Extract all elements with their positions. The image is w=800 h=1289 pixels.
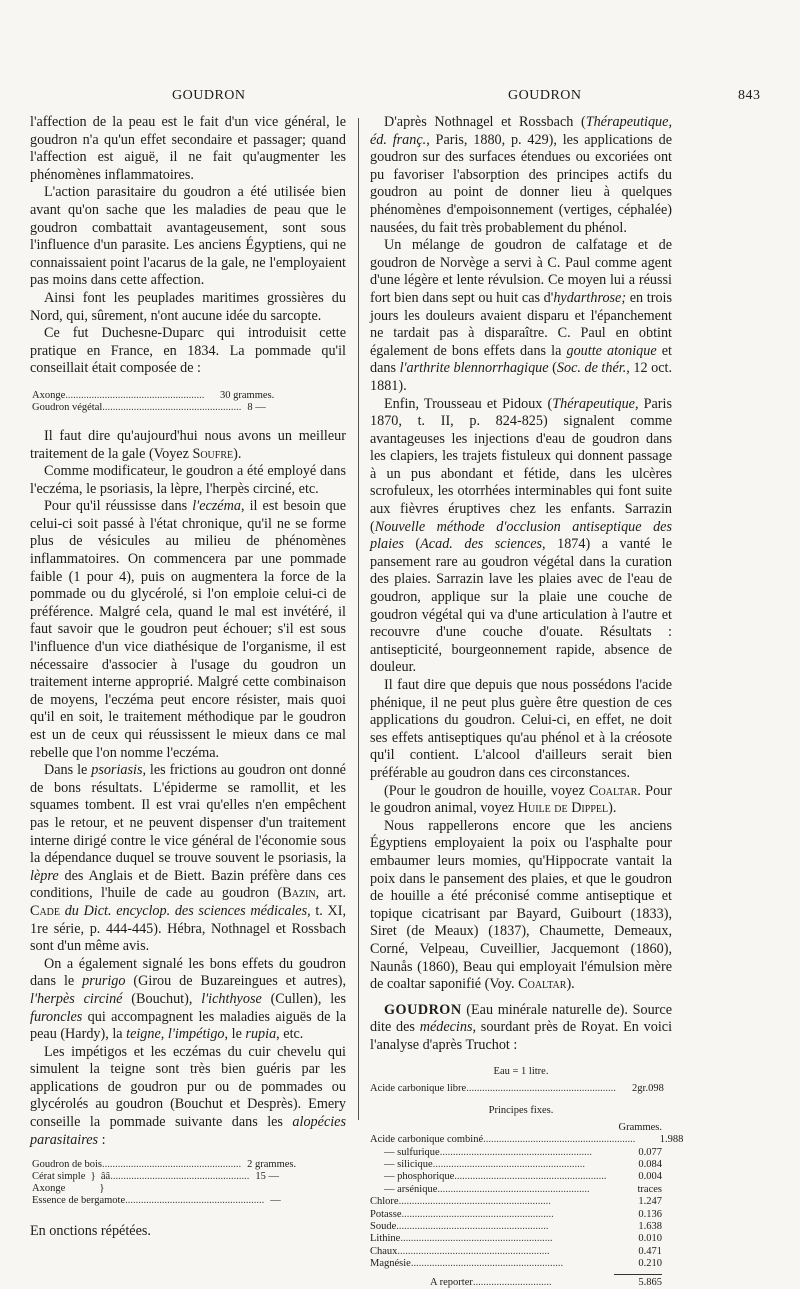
analysis-label: Lithine	[370, 1233, 401, 1245]
leader-dots: ..........................................................	[437, 1183, 590, 1195]
paragraph: L'action parasitaire du goudron a été utilisée bien avant qu'on sache que les maladies de peau que le goudron combattait avantageusement, sont sous l'influence d'un parasite. Les anciens Égyptiens, qui ne connaissaient point l'acarus de la gale, ne l'employaient pas moins dans cette affection.	[30, 184, 346, 289]
analysis-label: Acide carbonique combiné	[370, 1134, 484, 1146]
page-number: 843	[738, 88, 761, 103]
left-running-title: GOUDRON	[172, 88, 246, 103]
formula-pommade	[32, 390, 346, 414]
quantity: —	[270, 1195, 281, 1207]
leader-dots: .....................................................	[125, 1195, 265, 1207]
analysis-label: Chlore	[370, 1196, 399, 1208]
analysis-value: 0.084	[638, 1158, 662, 1170]
paragraph: Comme modificateur, le goudron a été employé dans l'eczéma, le psoriasis, la lèpre, l'herpès circiné, etc.	[30, 463, 346, 497]
quantity: 15 —	[255, 1171, 279, 1183]
paragraph: Un mélange de goudron de calfatage et de goudron de Norvège a servi à C. Paul comme agent d'une légère et lente révulsion. Ce moyen lui a réussi fort bien dans sept ou huit cas d'hydarthrose; en trois jours les douleurs avaient disparu et l'épanchement ne tardait pas à disparaître. C. Paul en obtint également de bons effets dans la goutte atonique et dans l'arthrite blennorrhagique (Soc. de thér., 12 oct. 1881).	[370, 237, 672, 394]
analysis-rows	[370, 1134, 684, 1270]
analysis-label: Magnésie	[370, 1258, 411, 1270]
analysis-label: — sulfurique	[384, 1146, 440, 1158]
analysis-value: traces	[637, 1183, 662, 1195]
closing-line: En onctions répétées.	[30, 1223, 151, 1240]
analysis-row	[370, 1196, 662, 1208]
ingredient: Goudron de bois	[32, 1159, 102, 1171]
analysis-row	[370, 1233, 662, 1245]
entry-headword: GOUDRON	[384, 1001, 462, 1018]
leader-dots: ..........................................................	[401, 1208, 554, 1220]
analysis-value: 0.210	[638, 1258, 662, 1270]
analysis-title: Eau = 1 litre.	[493, 1066, 549, 1078]
formula-row	[32, 1171, 304, 1183]
analysis-row	[370, 1246, 662, 1258]
leader-dots: .....................................................	[102, 401, 242, 413]
paragraph: Nous rappellerons encore que les anciens Égyptiens employaient la poix ou l'asphalte pour embaumer leurs momies, qu'Hippocrate vantait la poix dans le pansement des plaies, et que le goudron de houille a été préconisé comme antiseptique et topique cicatrisant par Bayard, Guibourt (1833), Siret (de Meaux) (1837), Chaumette, Demeaux, Corné, Velpeau, Cuveillier, Jacquemont (1860), Naunås (1860), Beau qui employait l'émulsion mère de coaltar saponifié (Voy. Coaltar).	[370, 817, 672, 993]
analysis-value: 0.010	[638, 1233, 662, 1245]
analysis-value: 2gr.098	[632, 1082, 664, 1094]
right-column	[370, 114, 684, 1289]
leader-dots: ..........................................................	[397, 1245, 550, 1257]
leader-dots: ..........................................................	[398, 1196, 551, 1208]
analysis-label: Potasse	[370, 1208, 402, 1220]
analysis-row	[370, 1134, 684, 1146]
quantity: 30 grammes.	[220, 389, 275, 401]
running-header	[0, 88, 800, 110]
entry-goudron-eau: GOUDRON (Eau minérale naturelle de). Source dite des médecins, sourdant près de Royat. En voici l'analyse d'après Truchot :	[370, 1001, 673, 1053]
analysis-row	[370, 1209, 662, 1221]
leader-dots: ..........................................................	[410, 1258, 564, 1270]
paragraph: Ce fut Duchesne-Duparc qui introduisit cette pratique en France, en 1834. La pommade qu'il conseillait était composée de :	[30, 325, 346, 377]
analysis-subtitle: Principes fixes.	[488, 1105, 554, 1117]
quantity: 2 grammes.	[247, 1159, 297, 1171]
analysis-value: 1.638	[638, 1220, 662, 1232]
analysis-label: — phosphorique	[384, 1171, 455, 1183]
analysis-value: 0.004	[638, 1171, 662, 1183]
paragraph: D'après Nothnagel et Rossbach (Thérapeutique, éd. franç., Paris, 1880, p. 429), les applications de goudron sur des surfaces étendues ou excoriées ont pu favoriser l'absorption des principes actifs du goudron au point de donner lieu à quelques phénomènes d'empoisonnement (vertiges, céphalée) nausées, du fait très probablement du phénol.	[370, 114, 672, 236]
analysis-row	[370, 1258, 662, 1270]
leader-dots: ..........................................................	[454, 1171, 607, 1183]
quantity: 8 —	[247, 401, 266, 413]
analysis-row	[370, 1171, 662, 1183]
ingredient: Cérat simple } ââ	[32, 1171, 111, 1183]
analysis-row	[370, 1159, 662, 1171]
leader-dots: ..........................................................	[396, 1220, 549, 1232]
paragraph: Il faut dire qu'aujourd'hui nous avons un meilleur traitement de la gale (Voyez Soufre).	[30, 427, 346, 462]
leader-dots: ..........................................................	[483, 1134, 636, 1146]
leader-dots: .....................................................	[65, 389, 205, 401]
leader-dots: .....................................................	[102, 1159, 242, 1171]
analysis-row	[370, 1221, 662, 1233]
ingredient: Essence de bergamote	[32, 1195, 126, 1207]
ingredient: Goudron végétal	[32, 401, 103, 413]
paragraph: Dans le psoriasis, les frictions au goudron ont donné de bons résultats. L'épiderme se ramollit, et les squames tombent. Il est vrai qu'elles n'en empêchent pas le retour, et ne peuvent dispenser d'un traitement interne dirigé contre le vice général de l'économie sous la dépendance duquel se trouve souvent le psoriasis, la lèpre des Anglais et de Biett. Bazin préfère dans ces conditions, l'huile de cade au goudron (Bazin, art. Cade du Dict. encyclop. des sciences médicales, t. XI, 1re série, p. 444-445). Hébra, Nothnagel et Rossbach sont d'un même avis.	[30, 762, 347, 955]
paragraph: Ainsi font les peuplades maritimes grossières du Nord, qui, sûrement, n'ont aucune idée du sarcopte.	[30, 289, 346, 324]
formula-alopecie	[32, 1159, 346, 1207]
analysis-label: Chaux	[370, 1245, 398, 1257]
analysis-label: Soude	[370, 1220, 397, 1232]
analysis-unit: Grammes.	[618, 1121, 662, 1133]
paragraph: (Pour le goudron de houille, voyez Coaltar. Pour le goudron animal, voyez Huile de Dippel).	[370, 782, 672, 817]
analysis-value: 0.077	[638, 1146, 662, 1158]
analysis-label: — silicique	[384, 1158, 433, 1170]
column-divider	[358, 118, 359, 1120]
ingredient: Axonge }	[32, 1183, 105, 1195]
paragraph: On a également signalé les bons effets du goudron dans le prurigo (Girou de Buzareingues et autres), l'herpès circiné (Bouchut), l'ichthyose (Cullen), les furoncles qui accompagnent les maladies aiguës de la peau (Hardy), la teigne, l'impétigo, le rupia, etc.	[30, 955, 346, 1043]
leader-dots: ..........................................................	[432, 1158, 585, 1170]
analysis-row	[370, 1147, 662, 1159]
paragraph: Enfin, Trousseau et Pidoux (Thérapeutique, Paris 1870, t. II, p. 824-825) signalent comme avantageuses les injections d'eau de goudron dans les clapiers, les trajets fistuleux qui donnent passage à un pus abondant et fétide, dans les ulcères scrofuleux, les otorrhées interminables qui font suite aux fièvres éruptives chez les enfants. Sarrazin (Nouvelle méthode d'occlusion antiseptique des plaies (Acad. des sciences, 1874) a vanté le pansement rare au goudron végétal dans la curation des plaies. Sarrazin lave les plaies avec de l'eau de goudron, applique sur la plaie une couche de goudron végétal qui va d'une articulation à l'autre et recouvre d'une couche d'ouate. Résultats : antisepticité, bourgeonnement rapide, absence de douleur.	[370, 395, 672, 676]
analysis-row	[370, 1184, 662, 1196]
carry-forward-row: A reporter .............................. 5.865	[430, 1276, 662, 1288]
analysis-total: 5.865	[638, 1276, 662, 1288]
formula-row	[32, 1183, 304, 1195]
ingredient: Axonge	[32, 389, 66, 401]
quantity	[238, 1183, 304, 1195]
formula-row	[32, 1195, 304, 1207]
formula-row	[32, 402, 304, 414]
mineral-analysis-table	[370, 1066, 684, 1289]
analysis-row: Acide carbonique libre ......................................................... 2gr.098	[370, 1082, 664, 1094]
leader-dots: ..........................................................	[400, 1233, 553, 1245]
paragraph: l'affection de la peau est le fait d'un vice général, le goudron n'a qu'un effet secondaire et passager; quand l'affection est aiguë, il ne fait qu'augmenter les phénomènes inflammatoires.	[30, 114, 346, 183]
leader-dots: ..........................................................	[439, 1146, 592, 1158]
analysis-value: 1.247	[638, 1196, 662, 1208]
left-column	[30, 114, 346, 1241]
paragraph: Il faut dire que depuis que nous possédons l'acide phénique, il ne peut plus guère être question de ces applications du goudron. Celui-ci, en effet, ne doit ses effets antiseptiques qu'au phénol et à la créosote qu'il contient. L'alcool d'ailleurs serait bien préférable au goudron dans ces circonstances.	[370, 677, 672, 781]
paragraph: Pour qu'il réussisse dans l'eczéma, il est besoin que celui-ci soit passé à l'état chronique, qu'il ne se forme plus de vésicules au milieu de phénomènes inflammatoires. On commencera par une pommade faible (1 pour 4), puis on augmentera la force de la pommade ou du glycérolé, si l'on emploie celui-ci de préférence. Malgré cela, quand le mal est invétéré, il faut savoir que le goudron peut échouer; s'il est sous l'influence d'un vice diathésique de l'organisme, il est nécessaire d'associer à l'usage du goudron un traitement interne approprié. Malgré cette combinaison de moyens, l'eczéma peut encore résister, mais quoi qu'il en soit, le traitement méthodique par le goudron est un de ceux qui réussissent le mieux dans ce mal rebelle que l'on nomme l'eczéma.	[30, 498, 347, 761]
leader-dots: .....................................................	[110, 1171, 250, 1183]
analysis-value: 0.136	[638, 1208, 662, 1220]
formula-row	[32, 1159, 304, 1171]
analysis-value: 1.988	[659, 1134, 684, 1146]
paragraph: Les impétigos et les eczémas du cuir chevelu qui simulent la teigne sont très bien guéris par les applications de goudron pur ou de pommades ou glycérolés au goudron (Bouchut et Desprès). Emery conseille la pommade suivante dans les alopécies parasitaires :	[30, 1043, 346, 1148]
right-running-title: GOUDRON	[508, 88, 582, 103]
formula-row	[32, 390, 304, 402]
sum-rule	[614, 1274, 662, 1275]
analysis-value: 0.471	[638, 1245, 662, 1257]
analysis-label: — arsénique	[384, 1183, 438, 1195]
